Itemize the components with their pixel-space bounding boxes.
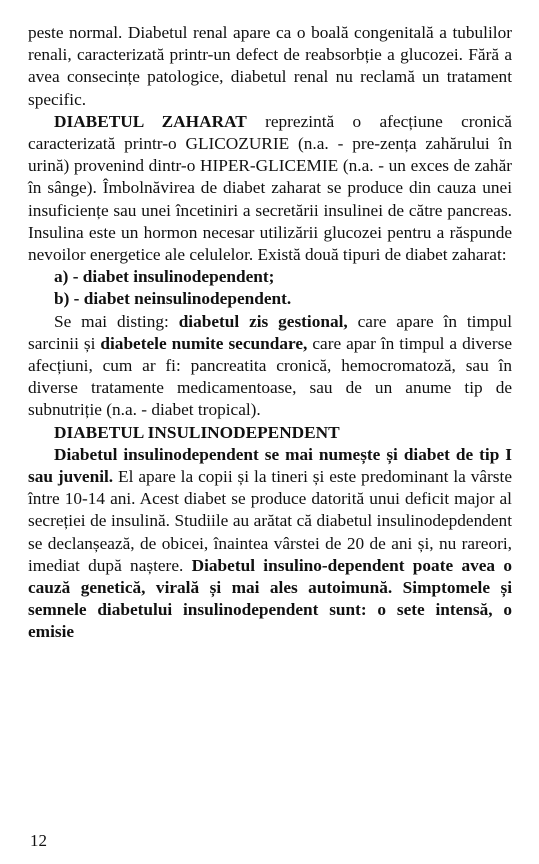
text-span: care apare în timpul sarcinii și [28, 311, 512, 353]
definition-text: reprezintă o afecțiune cronică caracterizată printr-o GLICOZURIE (n.a. - pre-zența zahărului în urină) provenind dintr-o HIPER-GLICEMIE (n.a. - un exces de zahăr în sânge). Îmbolnăvirea de diabet zaharat se produce din cauza unei insuficiențe sau unei încetiniri a secretării insulinei de către pancreas. Insulina este un hormon necesar utilizării glucozei pentru a răspunde nevoilor energetice ale celulelor. Există două tipuri de diabet zaharat: [28, 111, 512, 265]
paragraph-other-types [28, 311, 512, 422]
list-item-a: a) - diabet insulinodependent; [54, 267, 275, 287]
term-gestational: diabetul zis gestional, [178, 311, 348, 331]
paragraph-diabetes-mellitus [28, 111, 512, 266]
term-diabetul-zaharat: DIABETUL ZAHARAT [54, 111, 247, 131]
paragraph-renal-diabetes: peste normal. Diabetul renal apare ca o boală congenitală a tubulilor renali, caracterizată printr-un defect de reabsorbție a glucozei. Fără a avea consecințe patologice, diabetul renal nu reclamă un tratament specific. [28, 23, 512, 109]
paragraph-insulin-dependent [28, 444, 512, 644]
page-number: 12 [30, 831, 47, 850]
text-span: El apare la copii și la tineri și este predominant la vârste între 10-14 ani. Acest diabet se produce datorită unui deficit major al secreției de insulină. Studiile au arătat că diabetul insulinodepdendent se declanșează, de obicei, înaintea vârstei de 20 de ani și, nu rareori, imediat după naștere. [28, 467, 512, 575]
term-secondary: diabetele numite secundare, [100, 333, 308, 353]
section-heading: DIABETUL INSULINODEPENDENT [54, 422, 340, 442]
list-item-b: b) - diabet neinsulinodependent. [54, 289, 292, 309]
page-content [28, 22, 512, 644]
emphasis-type-one: Diabetul insulinodependent se mai numește și diabet de tip I sau juvenil. [28, 444, 512, 487]
text-span: Se mai disting: [54, 311, 179, 331]
text-span: care apar în timpul a diverse afecțiuni, cum ar fi: pancreatita cronică, hemocromatoză, sau în diverse tratamente medicamentoase, sau de un anume tip de subnutriție (n.a. - diabet tropical). [28, 333, 512, 420]
emphasis-causes-symptoms: Diabetul insulino-dependent poate avea o cauză genetică, virală și mai ales autoimună. Simptomele și semnele diabetului insulinodependent sunt: o sete intensă, o emisie [28, 555, 512, 642]
